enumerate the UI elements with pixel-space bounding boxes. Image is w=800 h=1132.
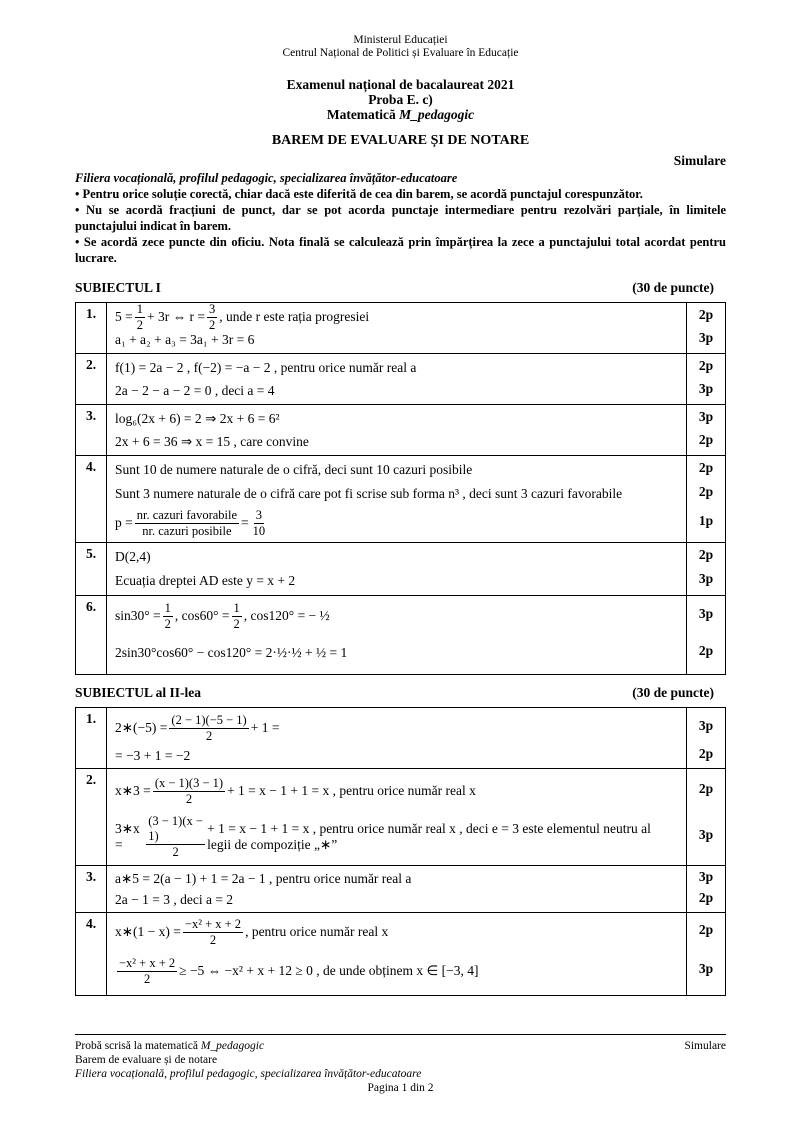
bullet-1: • Pentru orice soluție corectă, chiar dacă este diferită de cea din barem, se acordă punctajul corespunzător. — [75, 187, 643, 201]
points-value: 3p — [698, 606, 714, 621]
points-value: 2p — [698, 547, 714, 562]
item-points — [687, 405, 726, 456]
solution-text: a∗5 = 2(a − 1) + 1 = 2a − 1 , pentru orice număr real a — [115, 871, 412, 886]
item-number: 4. — [76, 913, 107, 996]
points-value: 3p — [698, 827, 714, 842]
scoring-row — [76, 303, 726, 354]
footer-exam-subject: M_pedagogic — [200, 1040, 265, 1052]
points-value: 2p — [698, 307, 714, 322]
solution-text: Sunt 3 numere naturale de o cifră care pot fi scrise sub forma n³ , deci sunt 3 cazuri favorabile — [115, 486, 623, 501]
page-footer — [75, 1034, 726, 1095]
section-2-table — [75, 707, 726, 996]
section-2-points: (30 de puncte) — [632, 685, 714, 700]
solution-text: 2a − 2 − a − 2 = 0 , deci a = 4 — [115, 383, 275, 398]
filiera-label: Filiera vocațională, profilul pedagogic, specializarea învățător-educatoare — [75, 171, 458, 185]
solution-line — [115, 407, 678, 431]
fraction-denominator: 2 — [164, 616, 171, 631]
section-1-title: SUBIECTUL I — [75, 280, 161, 295]
fraction-numerator: 1 — [233, 600, 240, 615]
bullet-3: • Se acordă zece puncte din oficiu. Nota finală se calculează prin împărțirea la zece a punctajului total acordat pentru lucrare. — [75, 235, 726, 265]
fraction — [135, 302, 145, 333]
solution-text: sin30° = — [115, 608, 161, 623]
solution-line — [115, 380, 678, 402]
item-solution — [107, 708, 687, 769]
points-value: 3p — [698, 869, 714, 884]
fraction-numerator: 3 — [255, 507, 263, 522]
points-value: 3p — [698, 381, 714, 396]
fraction — [207, 302, 217, 333]
solution-text: , cos120° = − ½ — [243, 608, 330, 623]
solution-line — [115, 506, 678, 540]
fraction-numerator: nr. cazuri favorabile — [136, 507, 238, 522]
footer-exam — [75, 1039, 264, 1053]
solution-text: 3∗x = — [115, 821, 140, 852]
points-value: 2p — [698, 746, 714, 761]
points-value: 2p — [698, 922, 714, 937]
simulare-label: Simulare — [673, 153, 726, 168]
fraction — [232, 601, 242, 632]
points-value: 3p — [698, 718, 714, 733]
solution-line — [115, 746, 678, 766]
solution-text: 5 = — [115, 309, 133, 324]
subject-prefix: Matematică — [326, 107, 400, 122]
solution-line — [115, 771, 678, 811]
section-1-table — [75, 302, 726, 675]
solution-text: f(1) = 2a − 2 , f(−2) = −a − 2 , pentru orice număr real a — [115, 360, 417, 375]
solution-line — [115, 634, 678, 672]
item-points — [687, 303, 726, 354]
item-solution — [107, 303, 687, 354]
footer-simulare: Simulare — [684, 1040, 726, 1052]
points-value: 1p — [698, 513, 714, 528]
section-1-points: (30 de puncte) — [632, 280, 714, 295]
fraction-denominator: 2 — [233, 616, 240, 631]
item-number: 3. — [76, 405, 107, 456]
item-number: 5. — [76, 543, 107, 596]
item-points — [687, 596, 726, 675]
solution-text: , unde r este rația progresiei — [219, 309, 370, 324]
fraction-denominator: 2 — [185, 791, 193, 806]
fraction-numerator: (2 − 1)(−5 − 1) — [171, 712, 247, 727]
fraction-numerator: (3 − 1)(x − 1) — [146, 814, 205, 845]
fraction-numerator: 3 — [208, 301, 216, 316]
solution-line — [115, 356, 678, 380]
solution-line — [115, 431, 678, 453]
barem-title: BAREM DE EVALUARE ȘI DE NOTARE — [271, 133, 530, 148]
points-value: 2p — [698, 460, 714, 475]
solution-text: 2x + 6 = 36 ⇒ x = 15 , care convine — [115, 434, 309, 449]
fraction-denominator: 2 — [208, 317, 216, 332]
solution-text: + 1 = — [250, 720, 280, 735]
solution-text: Sunt 10 de numere naturale de o cifră, deci sunt 10 cazuri posibile — [115, 462, 473, 477]
solution-line — [115, 949, 678, 993]
scoring-row — [76, 543, 726, 596]
solution-text: , cos60° = — [174, 608, 230, 623]
solution-line — [115, 329, 678, 351]
solution-text: + 1 = x − 1 + 1 = x , pentru orice număr real x , deci e = 3 este elementul neutru al legii de compoziție „∗” — [207, 821, 651, 852]
item-solution — [107, 596, 687, 675]
points-value: 3p — [698, 409, 714, 424]
solution-text: + 1 = x − 1 + 1 = x , pentru orice număr real x — [227, 783, 476, 798]
exam-title: Examenul național de bacalaureat 2021 — [286, 77, 515, 92]
subject-name: M_pedagogic — [399, 107, 475, 122]
item-number: 2. — [76, 769, 107, 866]
item-solution — [107, 354, 687, 405]
item-solution — [107, 456, 687, 543]
fraction — [169, 713, 248, 744]
item-solution — [107, 543, 687, 596]
solution-line — [115, 915, 678, 949]
fraction-numerator: (x − 1)(3 − 1) — [154, 775, 224, 790]
solution-text: ≥ −5 ⇔ −x² + x + 12 ≥ 0 , de unde obținem x ∈ [−3, 4] — [179, 963, 479, 978]
proba-title: Proba E. c) — [368, 92, 433, 107]
scoring-row — [76, 913, 726, 996]
section-2-title: SUBIECTUL al II-lea — [75, 685, 202, 700]
item-solution — [107, 405, 687, 456]
solution-line — [115, 710, 678, 746]
bullet-2: • Nu se acordă fracțiuni de punct, dar se pot acorda punctaje intermediare pentru rezolvări parțiale, în limitele punctajului indicat în barem. — [75, 203, 726, 233]
scoring-row — [76, 456, 726, 543]
section-2-header — [75, 685, 726, 701]
item-points — [687, 354, 726, 405]
item-number: 3. — [76, 866, 107, 913]
subject-title — [75, 107, 726, 122]
scoring-row — [76, 405, 726, 456]
item-points — [687, 543, 726, 596]
item-solution — [107, 866, 687, 913]
solution-text: a₁ + a₂ + a₃ = 3a₁ + 3r = 6 — [115, 332, 255, 347]
points-value: 3p — [698, 571, 714, 586]
fraction — [146, 814, 205, 860]
solution-text: x∗(1 − x) = — [115, 924, 181, 939]
section-1-header — [75, 280, 726, 296]
item-number: 4. — [76, 456, 107, 543]
item-number: 1. — [76, 708, 107, 769]
fraction — [183, 917, 243, 948]
solution-text: log₆(2x + 6) = 2 ⇒ 2x + 6 = 6² — [115, 411, 280, 426]
solution-text: Ecuația dreptei AD este y = x + 2 — [115, 573, 296, 588]
fraction-numerator: 1 — [164, 600, 171, 615]
solution-text: 2sin30°cos60° − cos120° = 2·½·½ + ½ = 1 — [115, 645, 348, 660]
solution-text: , pentru orice număr real x — [245, 924, 389, 939]
footer-filiera: Filiera vocațională, profilul pedagogic, specializarea învățător-educatoare — [75, 1068, 422, 1080]
fraction-numerator: −x² + x + 2 — [119, 955, 176, 970]
item-number: 1. — [76, 303, 107, 354]
solution-text: 2a − 1 = 3 , deci a = 2 — [115, 892, 234, 907]
solution-line — [115, 545, 678, 569]
points-value: 3p — [698, 330, 714, 345]
solution-text: p = — [115, 515, 133, 530]
solution-line — [115, 482, 678, 506]
page-number: Pagina 1 din 2 — [367, 1082, 434, 1094]
footer-barem: Barem de evaluare și de notare — [75, 1054, 218, 1066]
fraction-denominator: nr. cazuri posibile — [142, 523, 232, 538]
item-points — [687, 913, 726, 996]
scoring-row — [76, 866, 726, 913]
points-value: 2p — [698, 358, 714, 373]
item-points — [687, 866, 726, 913]
solution-line — [115, 811, 678, 863]
footer-exam-prefix: Probă scrisă la matematică — [75, 1040, 201, 1052]
points-value: 2p — [698, 432, 714, 447]
points-value: 2p — [698, 890, 714, 905]
solution-text: D(2,4) — [115, 549, 151, 564]
issuer-header — [75, 34, 726, 60]
scoring-row — [76, 596, 726, 675]
item-number: 2. — [76, 354, 107, 405]
solution-text: = — [241, 515, 249, 530]
scoring-row — [76, 354, 726, 405]
item-solution — [107, 913, 687, 996]
fraction-numerator: −x² + x + 2 — [184, 916, 242, 931]
item-number: 6. — [76, 596, 107, 675]
item-solution — [107, 769, 687, 866]
points-value: 2p — [698, 484, 714, 499]
item-points — [687, 769, 726, 866]
item-points — [687, 708, 726, 769]
fraction-denominator: 2 — [172, 845, 179, 859]
solution-line — [115, 458, 678, 482]
solution-line — [115, 868, 678, 890]
ministry-name: Ministerul Educației — [353, 34, 448, 46]
fraction-denominator: 2 — [209, 932, 217, 947]
solution-text: = −3 + 1 = −2 — [115, 748, 191, 763]
fraction — [153, 776, 225, 807]
fraction-numerator: 1 — [136, 301, 143, 316]
points-value: 2p — [698, 643, 714, 658]
fraction-denominator: 2 — [143, 971, 151, 986]
item-points — [687, 456, 726, 543]
solution-line — [115, 598, 678, 634]
fraction — [251, 508, 268, 539]
scoring-row — [76, 769, 726, 866]
center-name: Centrul Național de Politici și Evaluare în Educație — [282, 47, 519, 59]
document-page — [75, 0, 726, 996]
points-value: 2p — [698, 781, 714, 796]
solution-line — [115, 301, 678, 332]
fraction — [135, 508, 239, 539]
solution-line — [115, 890, 678, 910]
solution-line — [115, 569, 678, 593]
solution-text: x∗3 = — [115, 783, 151, 798]
points-value: 3p — [698, 961, 714, 976]
solution-text: + 3r ⇔ r = — [147, 309, 205, 324]
fraction — [163, 601, 173, 632]
scoring-row — [76, 708, 726, 769]
solution-text: 2∗(−5) = — [115, 720, 168, 735]
fraction-denominator: 2 — [136, 317, 143, 332]
exam-header — [75, 77, 726, 122]
fraction-denominator: 2 — [205, 728, 213, 743]
fraction — [117, 956, 177, 987]
fraction-denominator: 10 — [252, 523, 266, 538]
